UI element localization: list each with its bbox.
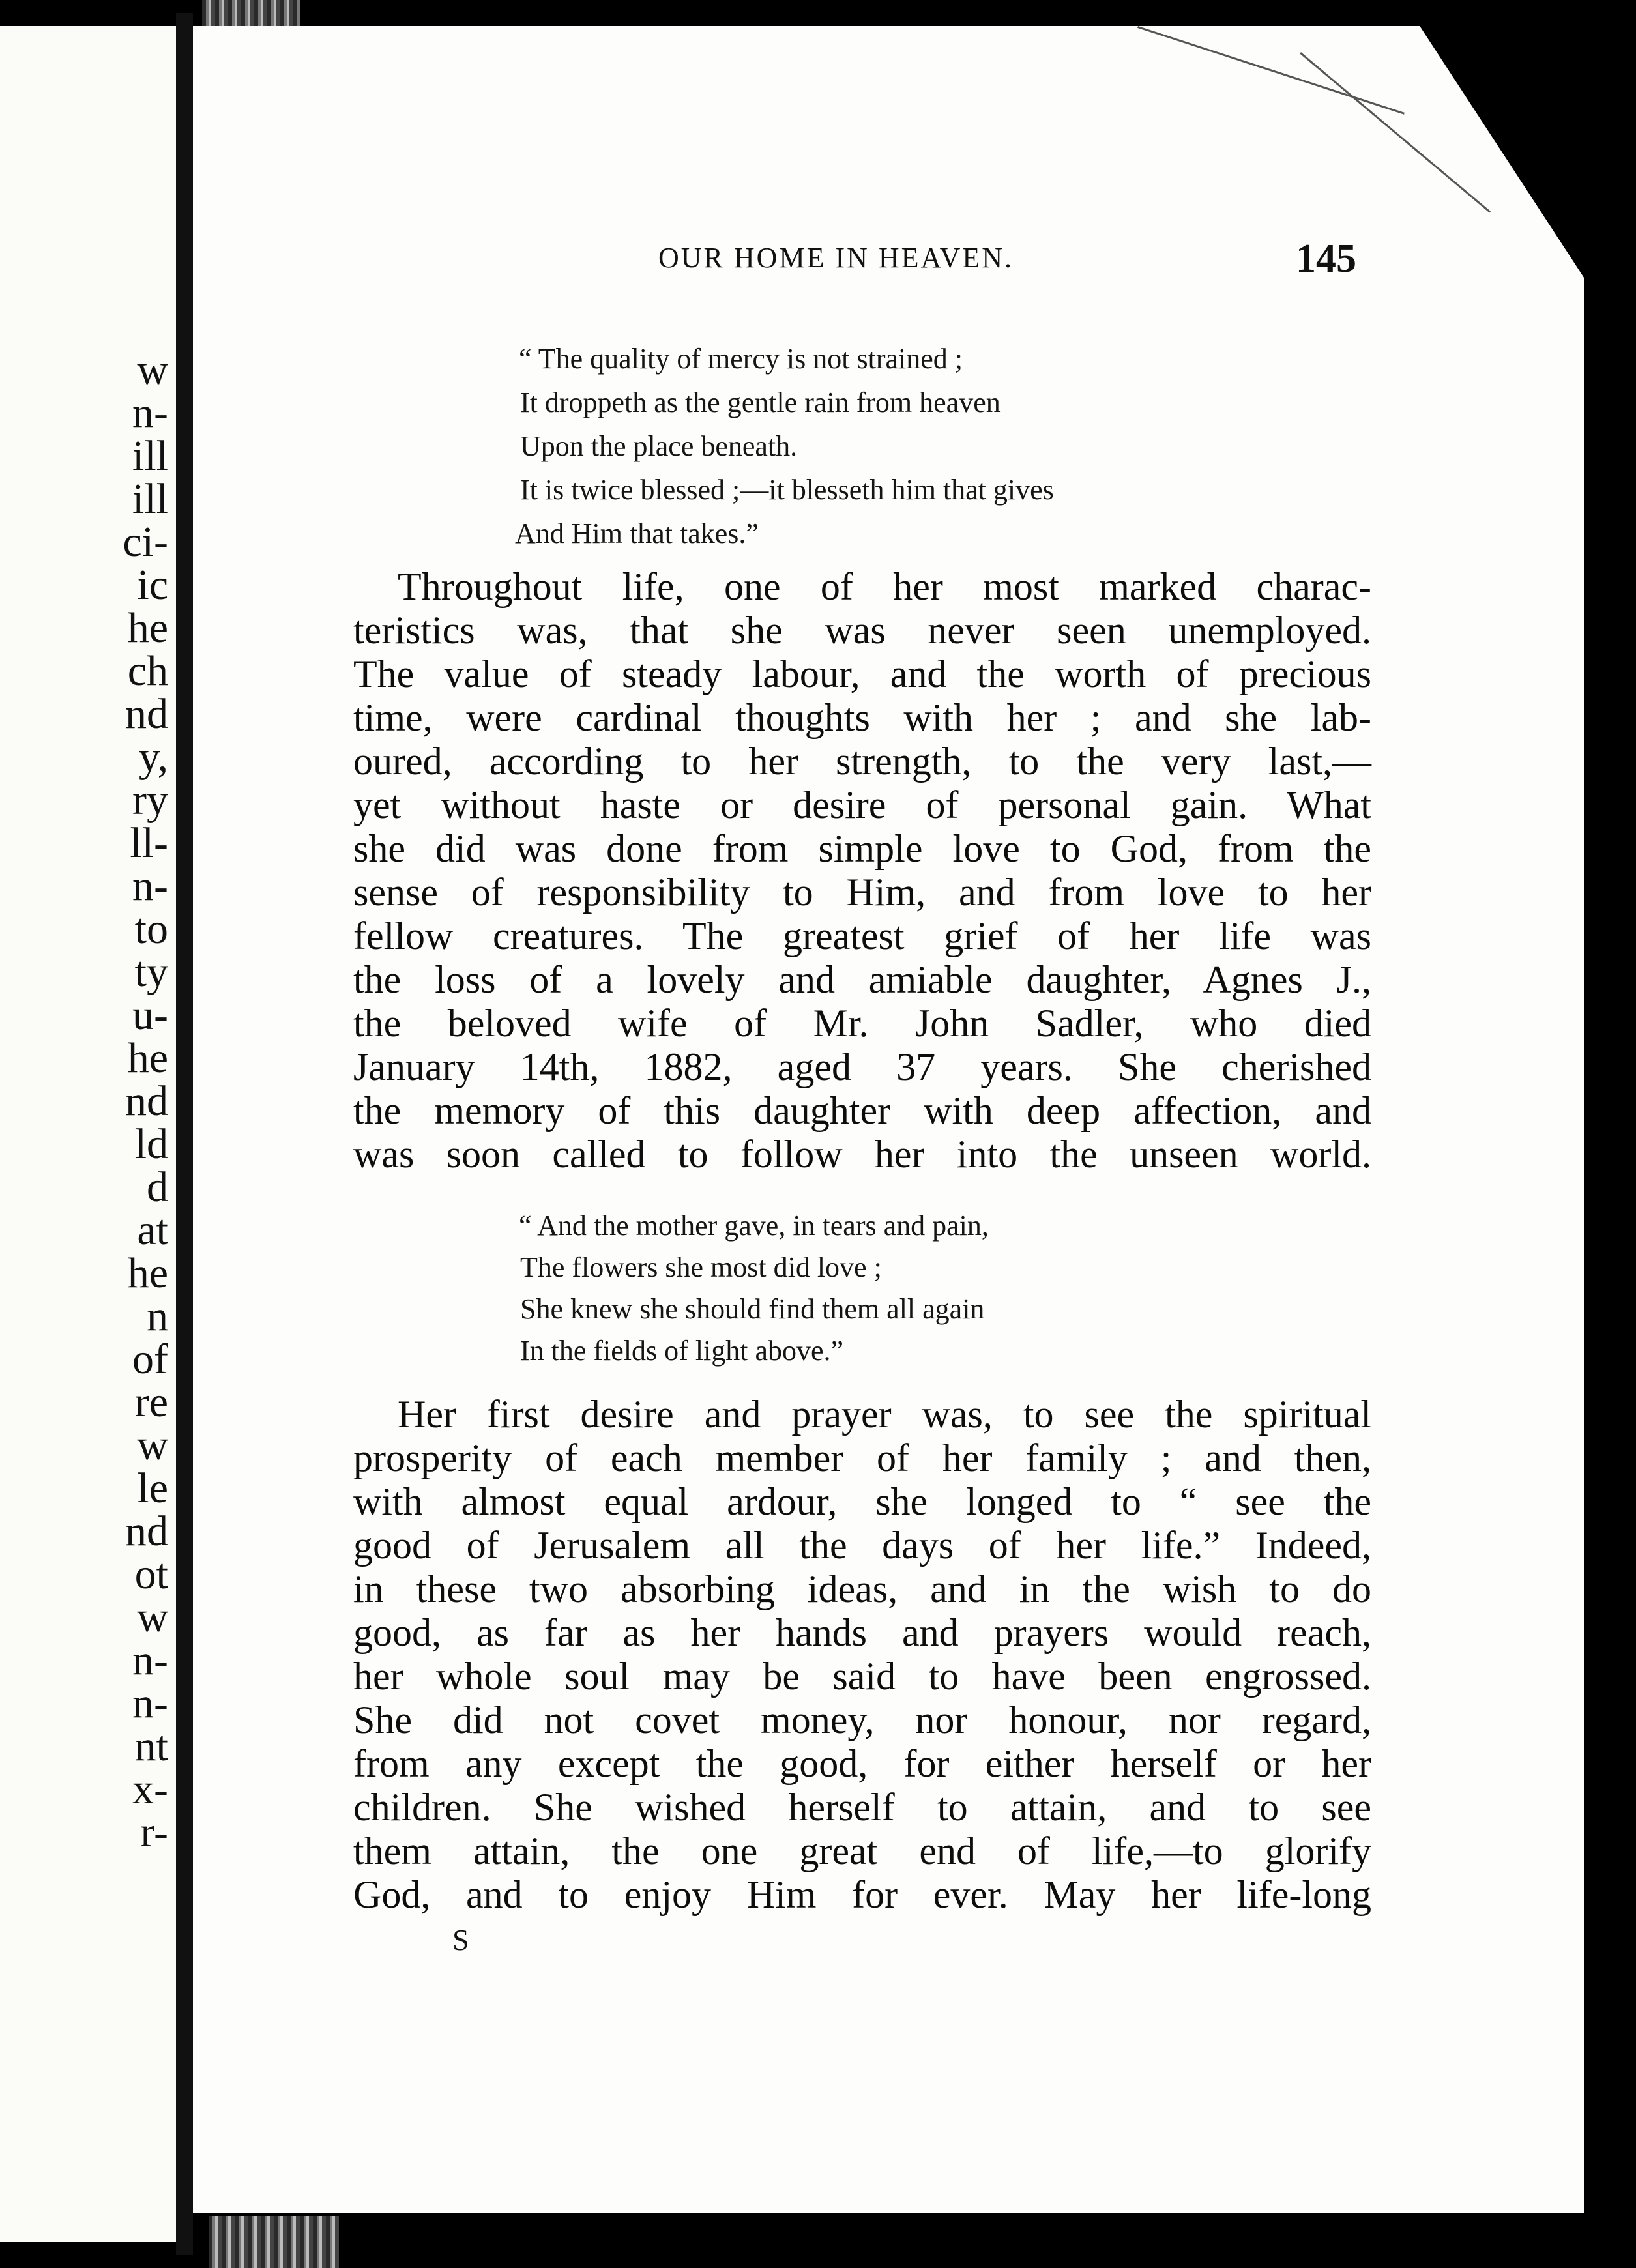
- left-fragment: ill: [132, 432, 168, 480]
- left-fragment: n-: [132, 1636, 168, 1684]
- prose-line: The value of steady labour, and the worth of precious: [353, 652, 1371, 695]
- left-fragment: he: [127, 1034, 168, 1082]
- left-fragment: ic: [137, 561, 168, 609]
- left-fragment: n-: [132, 862, 168, 910]
- left-fragment: d: [147, 1163, 168, 1211]
- running-header: OUR HOME IN HEAVEN.: [658, 242, 1014, 274]
- prose-line: oured, according to her strength, to the very last,—: [353, 740, 1371, 783]
- prose-line: children. She wished herself to attain, and to see: [353, 1786, 1371, 1829]
- left-fragment: n: [147, 1292, 168, 1340]
- poem-line: She knew she should find them all again: [520, 1293, 985, 1325]
- prose-line: them attain, the one great end of life,—to glorify: [353, 1829, 1371, 1872]
- left-fragment: ci-: [123, 518, 168, 566]
- poem-line: In the fields of light above.”: [520, 1335, 844, 1367]
- left-fragment: ll-: [130, 819, 168, 867]
- prose-line: her whole soul may be said to have been engrossed.: [353, 1655, 1371, 1698]
- left-fragment: nd: [125, 690, 168, 738]
- prose-line: she did was done from simple love to God, from the: [353, 827, 1371, 870]
- left-fragment: he: [127, 604, 168, 652]
- poem-line: And Him that takes.”: [515, 517, 759, 549]
- prose-line: time, were cardinal thoughts with her ; and she lab-: [353, 696, 1371, 739]
- left-fragment: ot: [134, 1550, 168, 1598]
- prose-line: was soon called to follow her into the unseen world.: [353, 1133, 1371, 1176]
- left-fragment: r-: [140, 1809, 168, 1856]
- prose-line: good, as far as her hands and prayers would reach,: [353, 1611, 1371, 1654]
- prose-line: She did not covet money, nor honour, nor regard,: [353, 1698, 1371, 1741]
- left-fragment: n-: [132, 1679, 168, 1727]
- prose-line: the loss of a lovely and amiable daughter, Agnes J.,: [353, 958, 1371, 1001]
- poem-line: “ The quality of mercy is not strained ;: [519, 343, 963, 375]
- prose-line: teristics was, that she was never seen unemployed.: [353, 609, 1371, 652]
- left-fragment: of: [132, 1335, 168, 1383]
- left-fragment: to: [134, 905, 168, 953]
- left-fragment: he: [127, 1249, 168, 1297]
- poem-line: The flowers she most did love ;: [520, 1251, 882, 1283]
- left-fragment: ill: [132, 475, 168, 523]
- left-fragment: ry: [132, 776, 168, 824]
- binding-strip-bottom: [209, 2216, 339, 2268]
- prose-line: January 14th, 1882, aged 37 years. She cherished: [353, 1045, 1371, 1088]
- page-number: 145: [1296, 237, 1356, 281]
- prose-line: sense of responsibility to Him, and from love to her: [353, 871, 1371, 914]
- left-fragment: ty: [134, 948, 168, 996]
- left-fragment: w: [137, 1593, 168, 1641]
- prose-line: yet without haste or desire of personal gain. What: [353, 783, 1371, 826]
- left-fragment: u-: [132, 991, 168, 1039]
- left-fragment: y,: [138, 733, 168, 781]
- left-fragment: nt: [134, 1723, 168, 1770]
- left-page-edge: [0, 26, 176, 2242]
- prose-line: in these two absorbing ideas, and in the wish to do: [353, 1567, 1371, 1610]
- left-fragment: nd: [125, 1507, 168, 1555]
- poem-line: It droppeth as the gentle rain from heaven: [520, 386, 1001, 418]
- prose-line: Throughout life, one of her most marked charac-: [398, 565, 1371, 608]
- left-fragment: re: [134, 1378, 168, 1426]
- left-fragment: x-: [132, 1766, 168, 1813]
- left-fragment: n-: [132, 389, 168, 437]
- prose-line: the memory of this daughter with deep affection, and: [353, 1089, 1371, 1132]
- left-fragment: w: [137, 1421, 168, 1469]
- page-gutter: [176, 13, 193, 2255]
- page-fold-crease: [1137, 26, 1405, 115]
- left-fragment: at: [137, 1206, 168, 1254]
- page-fold-crease: [1300, 52, 1491, 213]
- prose-line: Her first desire and prayer was, to see the spiritual: [398, 1393, 1371, 1436]
- poem-line: It is twice blessed ;—it blesseth him that gives: [520, 474, 1054, 506]
- prose-line: prosperity of each member of her family ; and then,: [353, 1436, 1371, 1479]
- prose-line: the beloved wife of Mr. John Sadler, who died: [353, 1002, 1371, 1045]
- poem-line: Upon the place beneath.: [520, 430, 798, 462]
- poem-line: “ And the mother gave, in tears and pain,: [519, 1210, 989, 1242]
- left-fragment: w: [137, 346, 168, 394]
- prose-line: God, and to enjoy Him for ever. May her life-long: [353, 1873, 1371, 1916]
- prose-line: with almost equal ardour, she longed to “ see the: [353, 1480, 1371, 1523]
- left-fragment: nd: [125, 1077, 168, 1125]
- left-fragment: ld: [134, 1120, 168, 1168]
- left-fragment: ch: [127, 647, 168, 695]
- prose-line: good of Jerusalem all the days of her life.” Indeed,: [353, 1524, 1371, 1567]
- prose-line: fellow creatures. The greatest grief of her life was: [353, 914, 1371, 957]
- signature-mark: S: [452, 1923, 469, 1956]
- prose-line: from any except the good, for either herself or her: [353, 1742, 1371, 1785]
- left-fragment: le: [137, 1464, 168, 1512]
- binding-strip-top: [202, 0, 300, 26]
